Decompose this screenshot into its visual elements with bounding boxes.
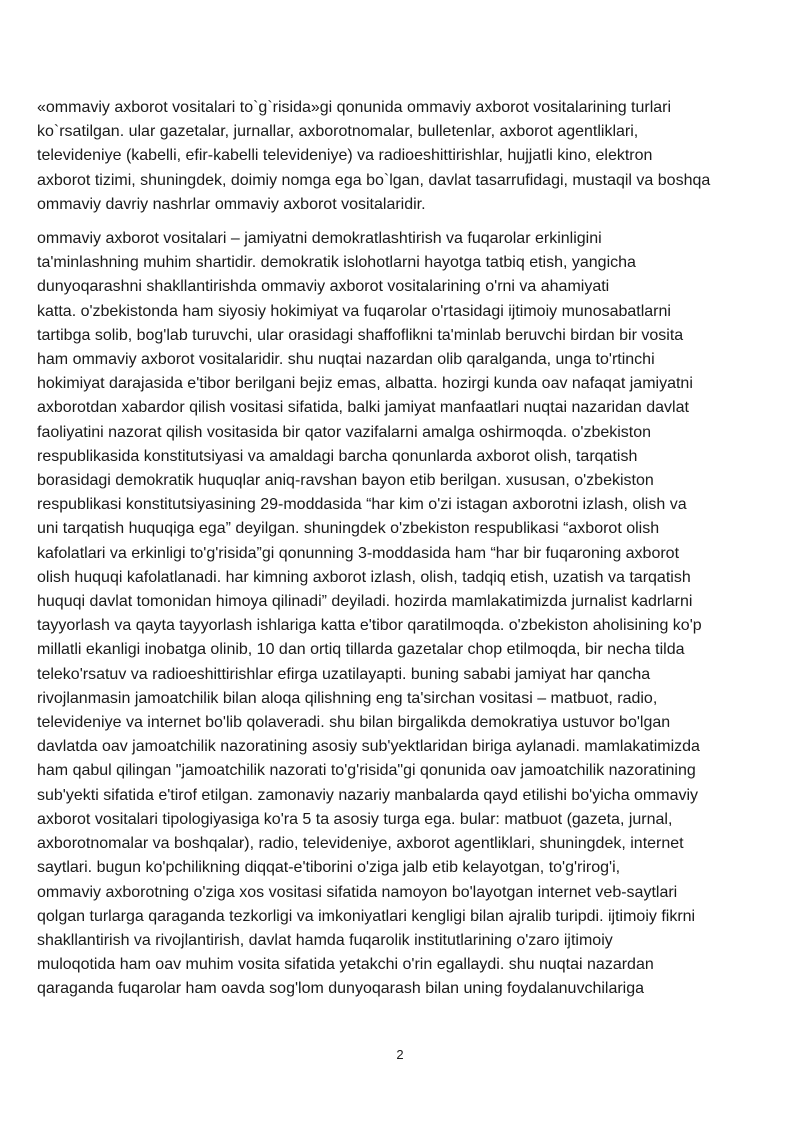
paragraph [37,227,767,1002]
text-line: rivojlanmasin jamoatchilik bilan aloqa qilishning eng ta'sirchan vositasi – matbuot, radio, [37,689,658,707]
text-line: axborotnomalar va boshqalar), radio, televideniye, axborot agentliklari, shuningdek, internet [37,835,684,853]
text-line: ham ommaviy axborot vositalaridir. shu nuqtai nazardan olib qaralganda, unga to'rtinchi [37,351,655,369]
text-line: borasidagi demokratik huquqlar aniq-ravshan bayon etib berilgan. xususan, o'zbekiston [37,472,654,490]
text-line: hokimiyat darajasida e'tibor berilgani bejiz emas, albatta. hozirgi kunda oav nafaqat jamiyatni [37,375,693,393]
text-line: davlatda oav jamoatchilik nazoratining asosiy sub'yektlaridan biriga aylanadi. mamlakatimizda [37,738,700,756]
text-line: ta'minlashning muhim shartidir. demokratik islohotlarni hayotga tatbiq etish, yangicha [37,254,636,272]
page-number: 2 [396,1047,404,1062]
text-line: ommaviy axborot vositalari – jamiyatni demokratlashtirish va fuqarolar erkinligini [37,230,602,248]
text-line: respublikasida konstitutsiyasi va amaldagi barcha qonunlarda axborot olish, tarqatish [37,447,638,465]
text-line: respublikasi konstitutsiyasining 29-moddasida “har kim o'zi istagan axborotni izlash, olish va [37,496,687,514]
text-line: shakllantirish va rivojlantirish, davlat hamda fuqarolik institutlarining o'zaro ijtimoiy [37,931,613,949]
text-line: sub'yekti sifatida e'tirof etilgan. zamonaviy nazariy manbalarda qayd etilishi bo'yicha ommaviy [37,786,699,804]
text-line: axborot vositalari tipologiyasiga ko'ra 5 ta asosiy turga ega. bular: matbuot (gazeta, jurnal, [37,810,673,828]
text-line: faoliyatini nazorat qilish vositasida bir qator vazifalarni amalga oshirmoqda. o'zbekiston [37,423,652,441]
text-line: «ommaviy axborot vositalari to`g`risida»gi qonunida ommaviy axborot vositalarining turlari [37,99,672,116]
text-line: televideniye (kabelli, efir-kabelli televideniye) va radioeshittirishlar, hujjatli kino, elektron [37,147,653,165]
paragraph [37,96,767,217]
text-line: teleko'rsatuv va radioeshittirishlar efirga uzatilayapti. buning sababi jamiyat har qancha [37,665,651,683]
text-line: qolgan turlarga qaraganda tezkorligi va imkoniyatlari kengligi bilan ajralib turipdi. ijtimoiy fikrni [37,907,696,925]
text-line: ommaviy davriy nashrlar ommaviy axborot vositalaridir. [37,195,426,213]
text-line: uni tarqatish huquqiga ega” deyilgan. shuningdek o'zbekiston respublikasi “axborot olish [37,520,660,538]
text-line: saytlari. bugun ko'pchilikning diqqat-e'tiborini o'ziga jalb etib kelayotgan, to'g'rirog'i, [37,859,621,877]
text-line: ommaviy axborotning o'ziga xos vositasi sifatida namoyon bo'layotgan internet veb-saytlari [37,883,678,901]
text-line: huquqi davlat tomonidan himoya qilinadi” deyiladi. hozirda mamlakatimizda jurnalist kadrlarni [37,593,693,611]
text-line: olish huquqi kafolatlanadi. har kimning axborot izlash, olish, tadqiq etish, uzatish va tarqatish [37,568,691,586]
text-line: ko`rsatilgan. ular gazetalar, jurnallar, axborotnomalar, bulletenlar, axborot agentliklari, [37,123,639,141]
text-line: ham qabul qilingan "jamoatchilik nazorati to'g'risida"gi qonunida oav jamoatchilik nazoratining [37,762,696,780]
text-line: axborot tizimi, shuningdek, doimiy nomga ega bo`lgan, davlat tasarrufidagi, mustaqil va boshqa [37,171,711,189]
text-line: tayyorlash va qayta tayyorlash ishlariga katta e'tibor qaratilmoqda. o'zbekiston aholisining ko'p [37,617,702,635]
text-line: kafolatlari va erkinligi to'g'risida”gi qonunning 3-moddasida ham “har bir fuqaroning axborot [37,544,680,562]
text-line: qaraganda fuqarolar ham oavda sog'lom dunyoqarash bilan uning foydalanuvchilariga [37,980,645,998]
text-line: muloqotida ham oav muhim vosita sifatida yetakchi o'rin egallaydi. shu nuqtai nazardan [37,956,654,974]
text-line: dunyoqarashni shakllantirishda ommaviy axborot vositalarining o'rni va ahamiyati [37,278,610,296]
text-line: televideniye va internet bo'lib qolaveradi. shu bilan birgalikda demokratiya ustuvor bo'lgan [37,714,671,732]
text-line: axborotdan xabardor qilish vositasi sifatida, balki jamiyat manfaatlari nuqtai nazaridan davlat [37,399,689,417]
text-line: millatli ekanligi inobatga olinib, 10 dan ortiq tillarda gazetalar chop etilmoqda, bir necha tilda [37,641,685,659]
document-body [37,96,767,1002]
text-line: katta. o'zbekistonda ham siyosiy hokimiyat va fuqarolar o'rtasidagi ijtimoiy munosabatlarni [37,302,671,320]
text-line: tartibga solib, bog'lab turuvchi, ular orasidagi shaffoflikni ta'minlab beruvchi birdan bir vosita [37,326,684,344]
